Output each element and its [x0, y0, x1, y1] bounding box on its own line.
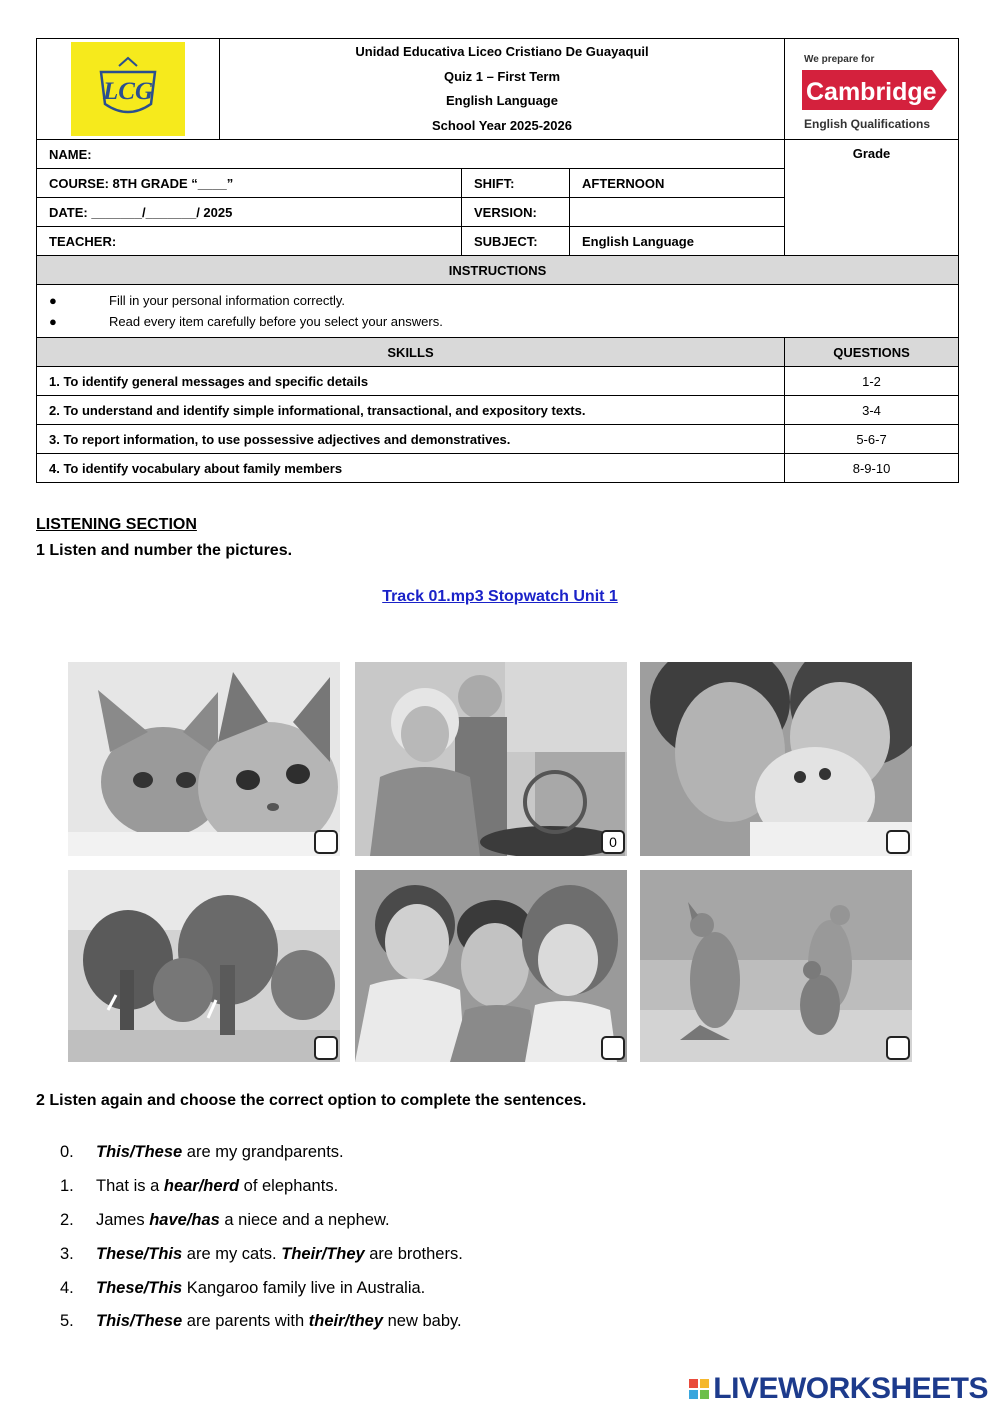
- answer-choice[interactable]: their/they: [308, 1312, 384, 1330]
- photo-father-children: [355, 870, 627, 1062]
- version-value[interactable]: [570, 198, 785, 227]
- skills-row: [37, 396, 959, 425]
- school-logo-cell: [37, 39, 220, 140]
- answer-box[interactable]: [886, 830, 910, 854]
- header-table: [36, 38, 959, 483]
- subject-value: English Language: [570, 227, 785, 256]
- photo-elephants: [68, 870, 340, 1062]
- instruction-item: [49, 311, 946, 332]
- instruction-text: Fill in your personal information correctly.: [109, 293, 346, 308]
- quiz-title: Quiz 1 – First Term: [443, 68, 561, 84]
- cambridge-top-text: We prepare for: [803, 54, 874, 65]
- sentence-text: are my cats.: [182, 1245, 282, 1263]
- sentence-number: 1.: [60, 1177, 74, 1195]
- date-field[interactable]: DATE: _______/_______/ 2025: [37, 198, 462, 227]
- kittens-image: [68, 662, 340, 856]
- teacher-field[interactable]: TEACHER:: [37, 227, 462, 256]
- cambridge-brand-text: Cambridge: [805, 78, 937, 106]
- answer-box[interactable]: [601, 1036, 625, 1060]
- answer-box[interactable]: 0: [601, 830, 625, 854]
- subject-label: SUBJECT:: [462, 227, 570, 256]
- skill-questions: 8-9-10: [785, 454, 959, 483]
- subject-title: English Language: [446, 93, 558, 108]
- answer-choice[interactable]: These/This: [96, 1245, 183, 1263]
- answer-box[interactable]: [314, 1036, 338, 1060]
- question-1-prompt: 1 Listen and number the pictures.: [36, 542, 293, 559]
- sentence-text: That is a: [96, 1177, 164, 1195]
- mark-square-icon: [700, 1390, 709, 1399]
- instructions-list: [37, 285, 959, 338]
- liveworksheets-mark-icon: [689, 1379, 709, 1399]
- sentence-text: Kangaroo family live in Australia.: [182, 1279, 426, 1297]
- parents-baby-image: [640, 662, 912, 856]
- sentence-number: 0.: [60, 1143, 74, 1161]
- cambridge-logo: [792, 42, 952, 136]
- course-field[interactable]: COURSE: 8TH GRADE “____”: [37, 169, 462, 198]
- skill-text: 3. To report information, to use possessive adjectives and demonstratives.: [37, 425, 785, 454]
- grandparents-image: [355, 662, 627, 856]
- lcg-logo-text: LCG: [103, 78, 153, 105]
- photo-grandparents: [355, 662, 627, 856]
- mark-square-icon: [700, 1379, 709, 1388]
- skill-text: 4. To identify vocabulary about family members: [37, 454, 785, 483]
- shift-value: AFTERNOON: [570, 169, 785, 198]
- sentence-text: of elephants.: [239, 1177, 339, 1195]
- audio-track-link[interactable]: [0, 588, 1000, 606]
- liveworksheets-text: LIVEWORKSHEETS: [713, 1372, 988, 1405]
- mark-square-icon: [689, 1390, 698, 1399]
- grade-label: Grade: [852, 146, 891, 161]
- skills-row: [37, 454, 959, 483]
- questions-header: QUESTIONS: [785, 338, 959, 367]
- skill-questions: 5-6-7: [785, 425, 959, 454]
- skills-row: [37, 367, 959, 396]
- sentence-number: 3.: [60, 1245, 74, 1263]
- bullet-icon: ●: [49, 293, 57, 308]
- answer-box[interactable]: [886, 1036, 910, 1060]
- sentence-text: are my grandparents.: [182, 1143, 344, 1161]
- cambridge-bottom-text: English Qualifications: [803, 117, 930, 131]
- sentence-number: 5.: [60, 1312, 74, 1330]
- answer-choice[interactable]: This/These: [96, 1143, 183, 1161]
- answer-choice[interactable]: This/These: [96, 1312, 183, 1330]
- father-children-image: [355, 870, 627, 1062]
- skills-header: SKILLS: [37, 338, 785, 367]
- skill-text: 1. To identify general messages and specific details: [37, 367, 785, 396]
- sentence-number: 4.: [60, 1279, 74, 1297]
- answer-choice[interactable]: hear/herd: [163, 1177, 240, 1195]
- instruction-text: Read every item carefully before you select your answers.: [109, 314, 443, 329]
- listening-section-title: LISTENING SECTION: [36, 516, 197, 533]
- school-title-cell: [220, 39, 785, 140]
- kangaroos-image: [640, 870, 912, 1062]
- name-field[interactable]: NAME:: [37, 140, 785, 169]
- photo-kittens: [68, 662, 340, 856]
- answer-choice[interactable]: have/has: [149, 1211, 220, 1229]
- question-2-prompt: 2 Listen again and choose the correct option to complete the sentences.: [36, 1092, 587, 1109]
- sentence-item: [60, 1143, 344, 1162]
- version-label: VERSION:: [462, 198, 570, 227]
- answer-choice[interactable]: These/This: [96, 1279, 183, 1297]
- answer-box[interactable]: [314, 830, 338, 854]
- sentence-text: James: [96, 1211, 150, 1229]
- mark-square-icon: [689, 1379, 698, 1388]
- sentence-text: new baby.: [383, 1312, 462, 1330]
- skill-questions: 1-2: [785, 367, 959, 396]
- sentence-text: are parents with: [182, 1312, 309, 1330]
- elephants-image: [68, 870, 340, 1062]
- instructions-title: INSTRUCTIONS: [37, 256, 959, 285]
- sentence-number: 2.: [60, 1211, 74, 1229]
- sentence-item: [60, 1211, 390, 1230]
- sentence-text: are brothers.: [364, 1245, 463, 1263]
- answer-choice[interactable]: Their/They: [281, 1245, 365, 1263]
- sentence-item: [60, 1312, 462, 1331]
- sentence-item: [60, 1177, 338, 1196]
- photo-parents-baby: [640, 662, 912, 856]
- school-name: Unidad Educativa Liceo Cristiano De Guayaquil: [355, 44, 649, 59]
- sentence-item: [60, 1245, 463, 1264]
- sentence-text: a niece and a nephew.: [219, 1211, 390, 1229]
- school-year: School Year 2025-2026: [432, 117, 572, 133]
- liveworksheets-logo: [689, 1372, 988, 1406]
- photo-kangaroos: [640, 870, 912, 1062]
- grade-box[interactable]: [785, 140, 959, 256]
- lcg-logo: [71, 42, 185, 136]
- cambridge-logo-cell: [785, 39, 959, 140]
- bullet-icon: ●: [49, 314, 57, 329]
- skill-text: 2. To understand and identify simple informational, transactional, and expository texts.: [37, 396, 785, 425]
- skill-questions: 3-4: [785, 396, 959, 425]
- instruction-item: [49, 290, 946, 311]
- audio-track-label[interactable]: Track 01.mp3 Stopwatch Unit 1: [382, 588, 618, 605]
- shift-label: SHIFT:: [462, 169, 570, 198]
- skills-row: [37, 425, 959, 454]
- sentence-item: [60, 1279, 425, 1298]
